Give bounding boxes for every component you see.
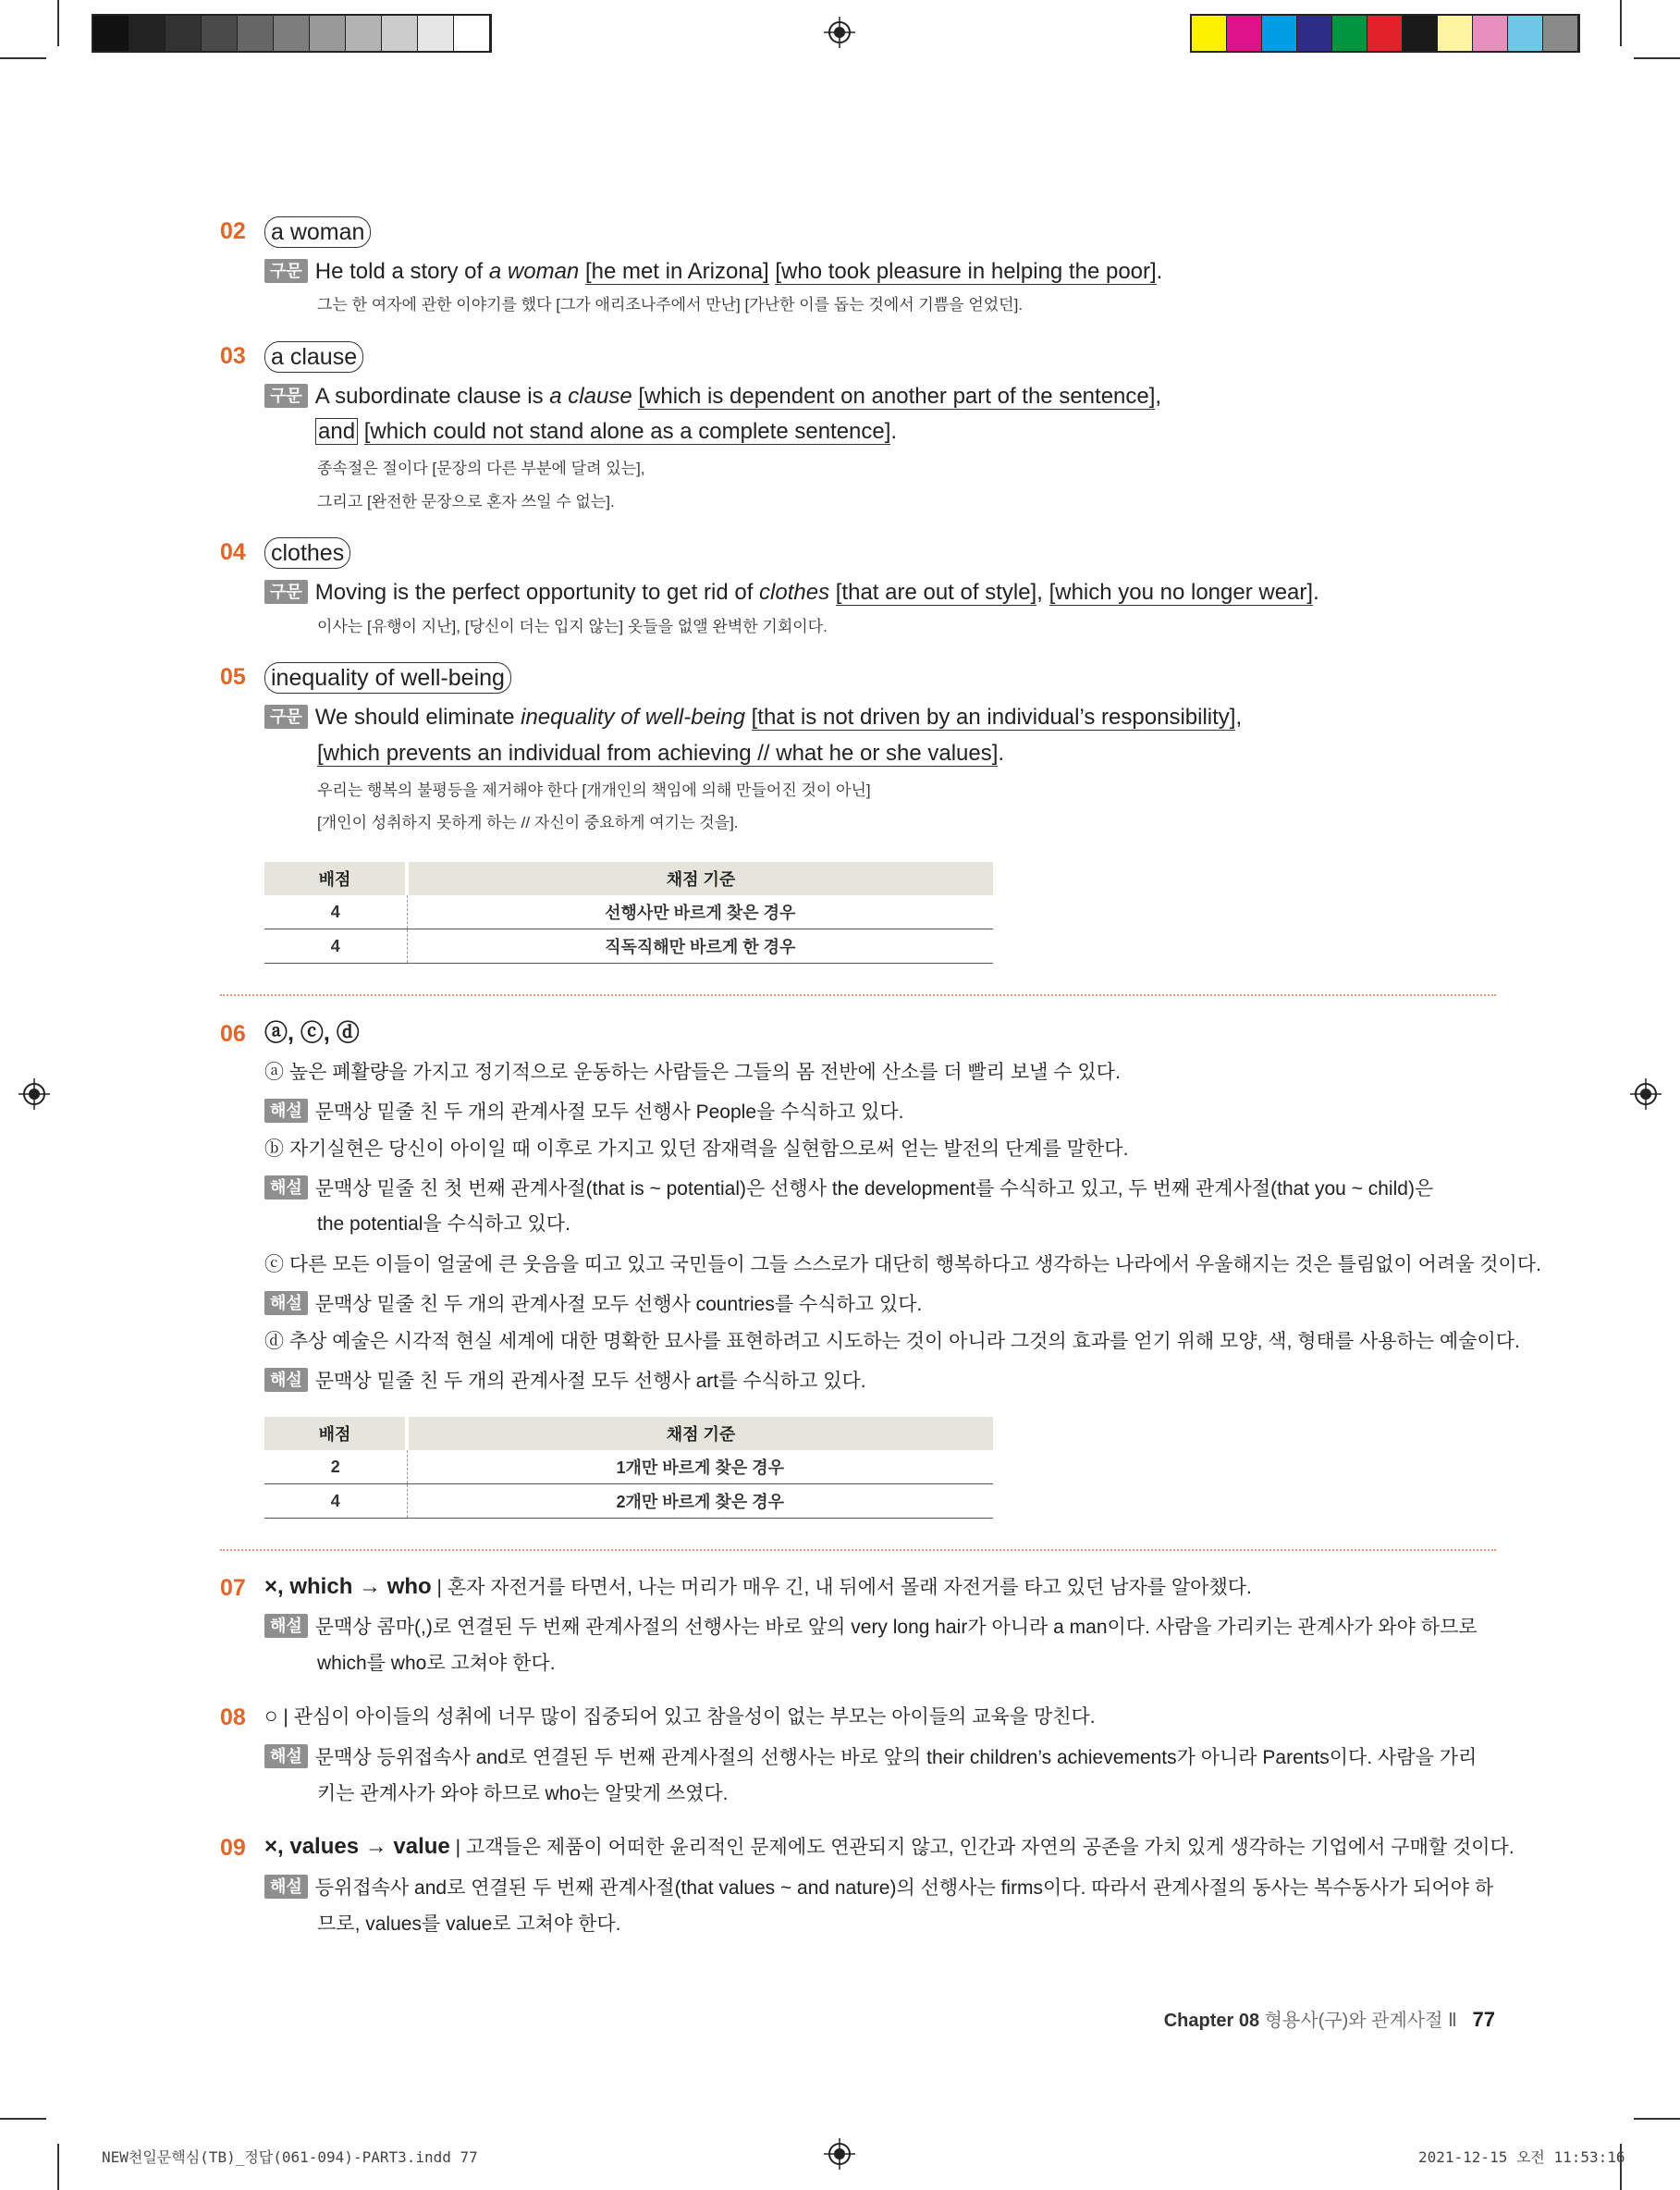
question-number: 03 xyxy=(220,343,246,369)
crop-mark xyxy=(1634,2118,1680,2120)
translation: | 혼자 자전거를 타면서, 나는 머리가 매우 긴, 내 뒤에서 몰래 자전거를 타고 있던 남자를 알아챘다. xyxy=(436,1577,1252,1598)
chapter-title: 형용사(구)와 관계사절 Ⅱ xyxy=(1264,2011,1457,2031)
item-translation: ⓓ 추상 예술은 시각적 현실 세계에 대한 명확한 묘사를 표현하려고 시도하는 것이 아니라 그것의 효과를 얻기 위해 모양, 색, 형태를 사용하는 예술이다. xyxy=(264,1331,1520,1352)
explanation: 해설 문맥상 콤마(,)로 연결된 두 번째 관계사절의 선행사는 바로 앞의 very long hair가 아니라 a man이다. 사람을 가리키는 관계사가 와야 하므로 xyxy=(264,1613,1478,1642)
section-divider xyxy=(220,994,1496,996)
scoring-table xyxy=(264,1417,993,1519)
structure-sentence: 구문 We should eliminate inequality of well-being [that is not driven by an individual’s responsibility], xyxy=(264,703,1242,732)
translation: | 관심이 아이들의 성취에 너무 많이 집중되어 있고 참을성이 없는 부모는 아이들의 교육을 망친다. xyxy=(283,1706,1096,1728)
korean-translation: [개인이 성취하지 못하게 하는 // 자신이 중요하게 여기는 것을]. xyxy=(317,814,739,831)
question-number: 04 xyxy=(220,539,246,565)
question-number: 09 xyxy=(220,1835,246,1861)
color-swatch xyxy=(1262,16,1297,51)
explanation: 해설 문맥상 밑줄 친 두 개의 관계사절 모두 선행사 art를 수식하고 있다. xyxy=(264,1367,866,1396)
registration-mark-icon xyxy=(18,1078,50,1110)
gray-swatch xyxy=(418,16,454,51)
crop-mark xyxy=(57,2144,59,2190)
table-header: 배점 xyxy=(264,862,407,895)
color-swatch xyxy=(1473,16,1508,51)
answer-box: clothes xyxy=(264,537,350,569)
translation: | 고객들은 제품이 어떠한 윤리적인 문제에도 연관되지 않고, 인간과 자연의 공존을 가치 있게 생각하는 기업에서 구매할 것이다. xyxy=(455,1837,1514,1858)
explanation-tag: 해설 xyxy=(264,1875,308,1899)
explanation: the potential을 수식하고 있다. xyxy=(317,1213,570,1235)
explanation: 므로, values를 value로 고쳐야 한다. xyxy=(317,1913,621,1935)
gray-swatch xyxy=(129,16,166,51)
gray-swatch xyxy=(202,16,238,51)
explanation: which를 who로 고쳐야 한다. xyxy=(317,1653,556,1674)
table-header: 배점 xyxy=(264,1417,407,1450)
gray-swatch xyxy=(274,16,310,51)
registration-mark-icon xyxy=(824,2138,855,2170)
gray-swatch xyxy=(93,16,129,51)
question-number: 07 xyxy=(220,1575,246,1601)
structure-sentence: 구문 A subordinate clause is a clause [which is dependent on another part of the sentence], xyxy=(264,382,1161,412)
table-row: 4 2개만 바르게 찾은 경우 xyxy=(264,1484,993,1519)
korean-translation: 종속절은 절이다 [문장의 다른 부분에 달려 있는], xyxy=(317,460,645,477)
answer-line xyxy=(264,1572,1252,1603)
registration-mark-icon xyxy=(824,17,855,48)
table-row: 4 직독직해만 바르게 한 경우 xyxy=(264,929,993,964)
structure-sentence: and [which could not stand alone as a complete sentence]. xyxy=(315,417,897,447)
crop-mark xyxy=(1620,0,1622,46)
answer-box: a clause xyxy=(264,341,363,373)
explanation-tag: 해설 xyxy=(264,1368,308,1392)
grayscale-calibration-bar xyxy=(92,14,492,53)
structure-tag: 구문 xyxy=(264,580,308,604)
gray-swatch xyxy=(382,16,418,51)
answer-box: inequality of well-being xyxy=(264,662,511,694)
structure-tag: 구문 xyxy=(264,259,308,283)
explanation-tag: 해설 xyxy=(264,1175,308,1200)
korean-translation: 우리는 행복의 불평등을 제거해야 한다 [개개인의 책임에 의해 만들어진 것이 아닌] xyxy=(317,781,871,799)
color-swatch xyxy=(1508,16,1543,51)
answer-text: ×, values → value xyxy=(264,1834,450,1859)
explanation-tag: 해설 xyxy=(264,1099,308,1123)
gray-swatch xyxy=(238,16,274,51)
question-number: 08 xyxy=(220,1704,246,1730)
answer-text: ×, which → who xyxy=(264,1574,432,1599)
table-header: 채점 기준 xyxy=(407,862,993,895)
crop-mark xyxy=(0,2118,46,2120)
table-row: 4 선행사만 바르게 찾은 경우 xyxy=(264,895,993,929)
explanation-tag: 해설 xyxy=(264,1614,308,1638)
korean-translation: 이사는 [유행이 지난], [당신이 더는 입지 않는] 옷들을 없앨 완벽한 기회이다. xyxy=(317,618,828,635)
file-slug: NEW천일문핵심(TB)_정답(061-094)-PART3.indd 77 xyxy=(102,2148,478,2166)
gray-swatch xyxy=(310,16,346,51)
color-swatch xyxy=(1367,16,1403,51)
explanation: 해설 문맥상 밑줄 친 두 개의 관계사절 모두 선행사 People을 수식하고 있다. xyxy=(264,1098,904,1127)
explanation: 해설 문맥상 밑줄 친 첫 번째 관계사절(that is ~ potential)은 선행사 the development를 수식하고 있고, 두 번째 관계사절(that you ~ child)은 xyxy=(264,1175,1433,1204)
section-divider xyxy=(220,1549,1496,1551)
item-translation: ⓐ 높은 폐활량을 가지고 정기적으로 운동하는 사람들은 그들의 몸 전반에 산소를 더 빨리 보낼 수 있다. xyxy=(264,1062,1121,1083)
gray-swatch xyxy=(166,16,202,51)
structure-tag: 구문 xyxy=(264,705,308,729)
color-swatch xyxy=(1403,16,1438,51)
answer-line xyxy=(264,1832,1514,1863)
explanation: 해설 문맥상 밑줄 친 두 개의 관계사절 모두 선행사 countries를 수식하고 있다. xyxy=(264,1290,922,1320)
color-swatch xyxy=(1438,16,1473,51)
table-row: 2 1개만 바르게 찾은 경우 xyxy=(264,1450,993,1484)
color-swatch xyxy=(1543,16,1578,51)
structure-sentence: [which prevents an individual from achieving // what he or she values]. xyxy=(317,741,1005,766)
table-header: 채점 기준 xyxy=(407,1417,993,1450)
item-translation: ⓒ 다른 모든 이들이 얼굴에 큰 웃음을 띠고 있고 국민들이 그들 스스로가 대단히 행복하다고 생각하는 나라에서 우울해지는 것은 틀림없이 어려울 것이다. xyxy=(264,1254,1541,1275)
color-swatch xyxy=(1227,16,1262,51)
color-swatch xyxy=(1297,16,1332,51)
crop-mark xyxy=(57,0,59,46)
gray-swatch xyxy=(346,16,382,51)
structure-tag: 구문 xyxy=(264,384,308,408)
question-number: 02 xyxy=(220,218,246,244)
explanation: 해설 등위접속사 and로 연결된 두 번째 관계사절(that values ~ and nature)의 선행사는 firms이다. 따라서 관계사절의 동사는 복수동사가 되어야 하 xyxy=(264,1874,1493,1903)
answer-box: a woman xyxy=(264,216,371,248)
explanation-tag: 해설 xyxy=(264,1744,308,1768)
answer-text: ⓐ, ⓒ, ⓓ xyxy=(264,1020,360,1046)
date-slug: 2021-12-15 오전 11:53:16 xyxy=(1418,2148,1625,2166)
color-swatch xyxy=(1332,16,1367,51)
structure-sentence: 구문 He told a story of a woman [he met in Arizona] [who took pleasure in helping the poor]. xyxy=(264,257,1162,287)
page-number: 77 xyxy=(1472,2008,1495,2031)
korean-translation: 그리고 [완전한 문장으로 혼자 쓰일 수 없는]. xyxy=(317,493,615,511)
explanation: 해설 문맥상 등위접속사 and로 연결된 두 번째 관계사절의 선행사는 바로 앞의 their children’s achievements가 아니라 Parents이다. 사람을 가리 xyxy=(264,1743,1477,1773)
item-translation: ⓑ 자기실현은 당신이 아이일 때 이후로 가지고 있던 잠재력을 실현함으로써 얻는 발전의 단계를 말한다. xyxy=(264,1138,1129,1160)
explanation: 키는 관계사가 와야 하므로 who는 알맞게 쓰였다. xyxy=(317,1783,729,1804)
color-calibration-bar xyxy=(1190,14,1580,53)
question-number: 05 xyxy=(220,664,246,690)
structure-sentence: 구문 Moving is the perfect opportunity to get rid of clothes [that are out of style], [which you no longer wear]. xyxy=(264,578,1319,608)
answer-text: ○ xyxy=(264,1704,278,1729)
registration-mark-icon xyxy=(1630,1078,1662,1110)
chapter-label: Chapter 08 xyxy=(1163,2011,1260,2031)
scoring-table xyxy=(264,862,993,964)
page-footer xyxy=(1164,2005,1495,2032)
explanation-tag: 해설 xyxy=(264,1291,308,1315)
crop-mark xyxy=(1634,57,1680,59)
gray-swatch xyxy=(454,16,490,51)
answer-line xyxy=(264,1702,1096,1732)
crop-mark xyxy=(0,57,46,59)
korean-translation: 그는 한 여자에 관한 이야기를 했다 [그가 애리조나주에서 만난] [가난한 이를 돕는 것에서 기쁨을 얻었던]. xyxy=(317,296,1024,314)
question-number: 06 xyxy=(220,1021,246,1047)
color-swatch xyxy=(1192,16,1227,51)
